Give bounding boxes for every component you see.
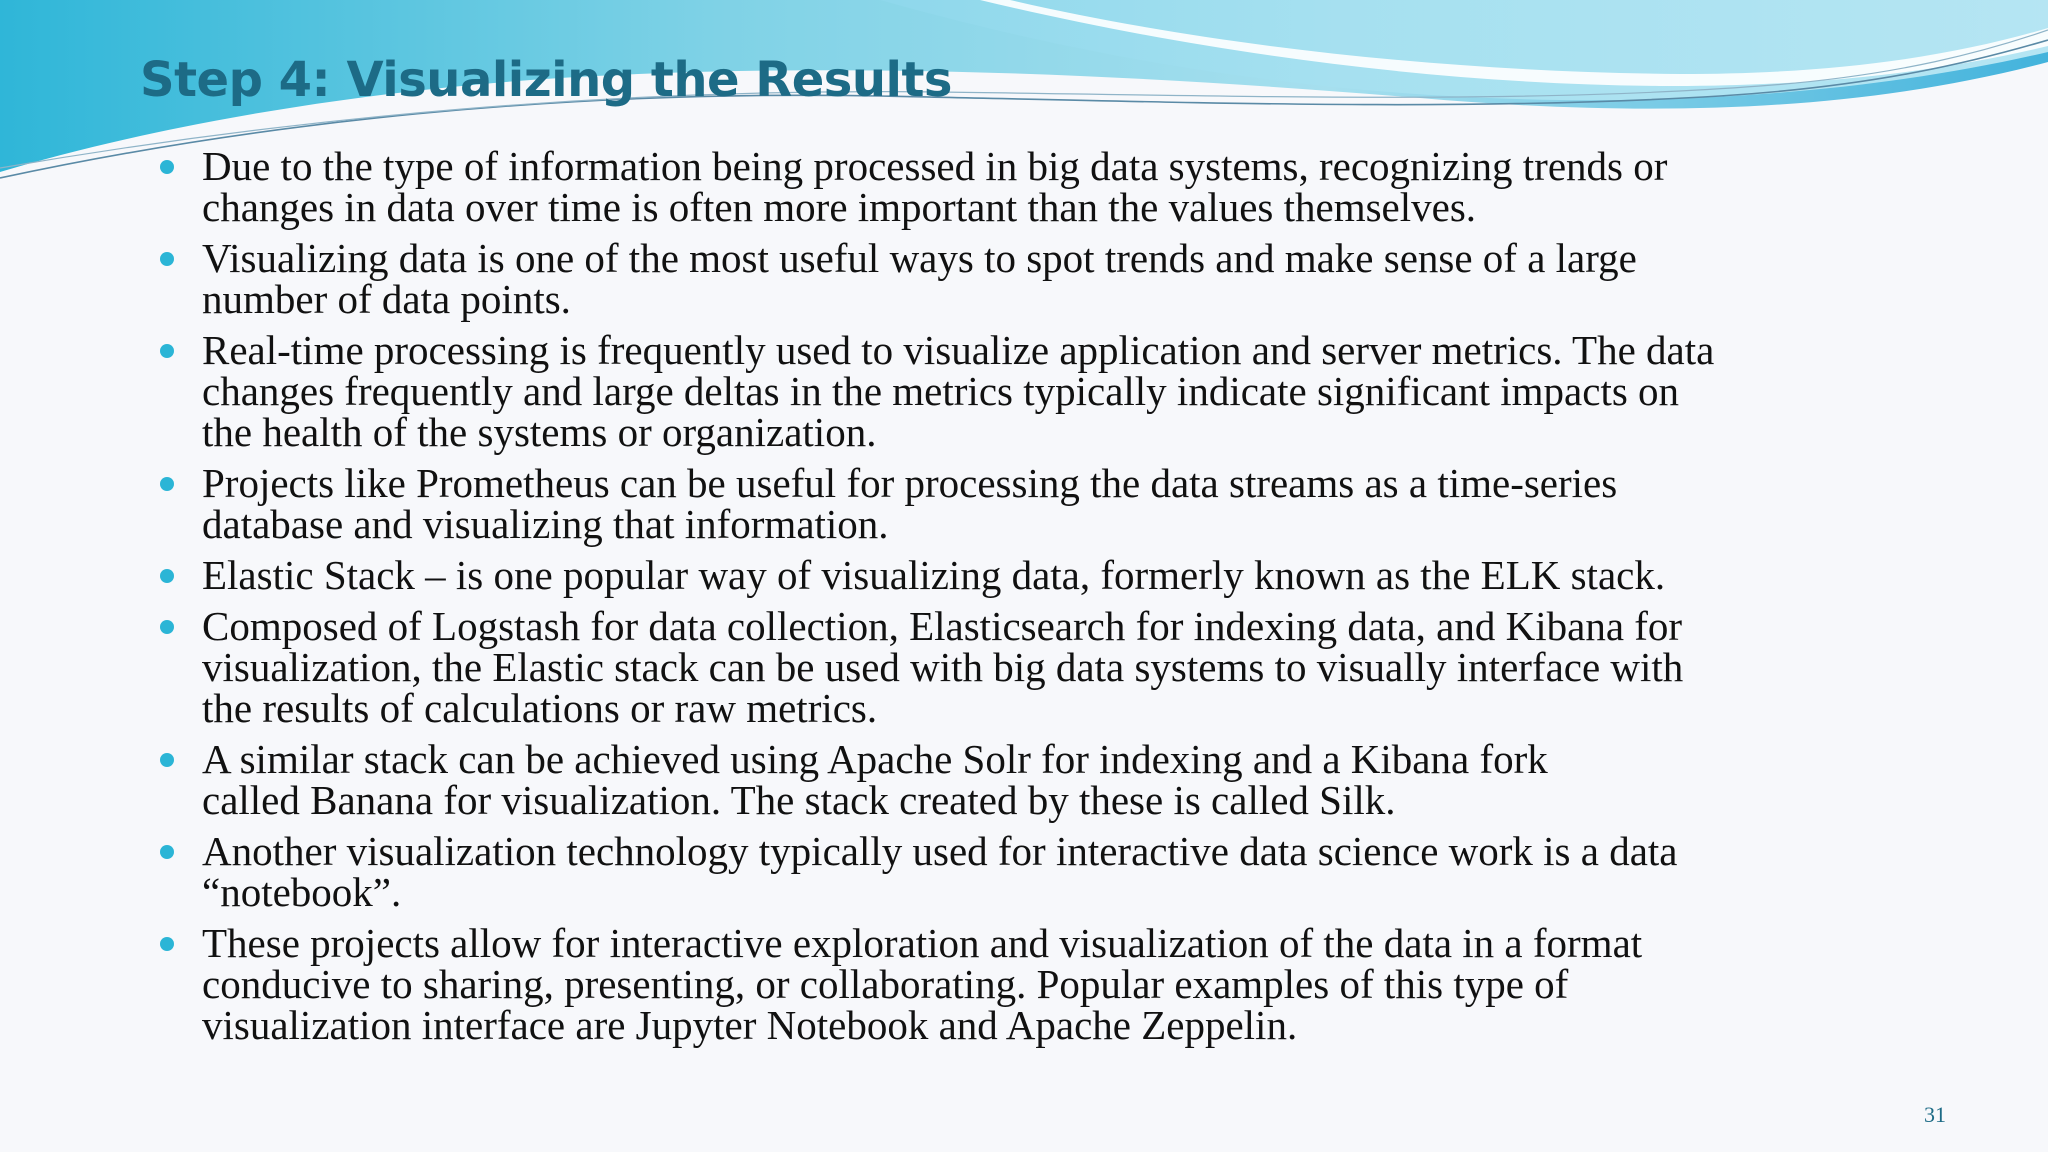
bullet-item xyxy=(160,736,1900,823)
slide-title: Step 4: Visualizing the Results xyxy=(140,52,952,108)
bullet-dot-icon xyxy=(160,845,174,859)
bullet-line: Real-time processing is frequently used to visualize application and server metrics. The data xyxy=(202,327,1715,373)
bullet-line: Projects like Prometheus can be useful for processing the data streams as a time-series xyxy=(202,460,1618,506)
bullet-line: Due to the type of information being processed in big data systems, recognizing trends or xyxy=(202,143,1668,189)
bullet-dot-icon xyxy=(160,477,174,491)
bullet-line: changes frequently and large deltas in the metrics typically indicate significant impacts on xyxy=(202,368,1680,414)
bullet-line: changes in data over time is often more important than the values themselves. xyxy=(202,184,1477,230)
bullet-line: Another visualization technology typically used for interactive data science work is a data xyxy=(202,828,1678,874)
bullet-line: the health of the systems or organization. xyxy=(202,409,877,455)
bullet-line: visualization interface are Jupyter Notebook and Apache Zeppelin. xyxy=(202,1002,1298,1048)
bullet-item xyxy=(160,603,1900,731)
bullet-line: “notebook”. xyxy=(202,869,402,915)
bullet-dot-icon xyxy=(160,937,174,951)
bullet-line: visualization, the Elastic stack can be used with big data systems to visually interface with xyxy=(202,644,1684,690)
bullet-item xyxy=(160,828,1900,915)
bullet-dot-icon xyxy=(160,620,174,634)
bullet-line: number of data points. xyxy=(202,276,571,322)
bullet-item xyxy=(160,552,1900,598)
bullet-line: Visualizing data is one of the most useful ways to spot trends and make sense of a large xyxy=(202,235,1637,281)
bullet-line: Elastic Stack – is one popular way of visualizing data, formerly known as the ELK stack. xyxy=(202,552,1666,598)
bullet-item xyxy=(160,920,1900,1048)
bullet-item xyxy=(160,143,1900,230)
bullet-item xyxy=(160,327,1900,455)
bullet-line: These projects allow for interactive exploration and visualization of the data in a format xyxy=(202,920,1643,966)
bullet-line: conducive to sharing, presenting, or collaborating. Popular examples of this type of xyxy=(202,961,1569,1007)
page-number: 31 xyxy=(1924,1102,1946,1127)
bullet-dot-icon xyxy=(160,569,174,583)
bullet-item xyxy=(160,460,1900,547)
bullet-line: A similar stack can be achieved using Apache Solr for indexing and a Kibana fork xyxy=(202,736,1548,782)
bullet-line: called Banana for visualization. The stack created by these is called Silk. xyxy=(202,777,1396,823)
bullet-item xyxy=(160,235,1900,322)
bullet-list xyxy=(160,143,1900,1056)
bullet-line: Composed of Logstash for data collection, Elasticsearch for indexing data, and Kibana for xyxy=(202,603,1683,649)
bullet-dot-icon xyxy=(160,344,174,358)
bullet-dot-icon xyxy=(160,160,174,174)
bullet-dot-icon xyxy=(160,753,174,767)
bullet-line: the results of calculations or raw metrics. xyxy=(202,685,878,731)
bullet-dot-icon xyxy=(160,252,174,266)
bullet-line: database and visualizing that information. xyxy=(202,501,889,547)
